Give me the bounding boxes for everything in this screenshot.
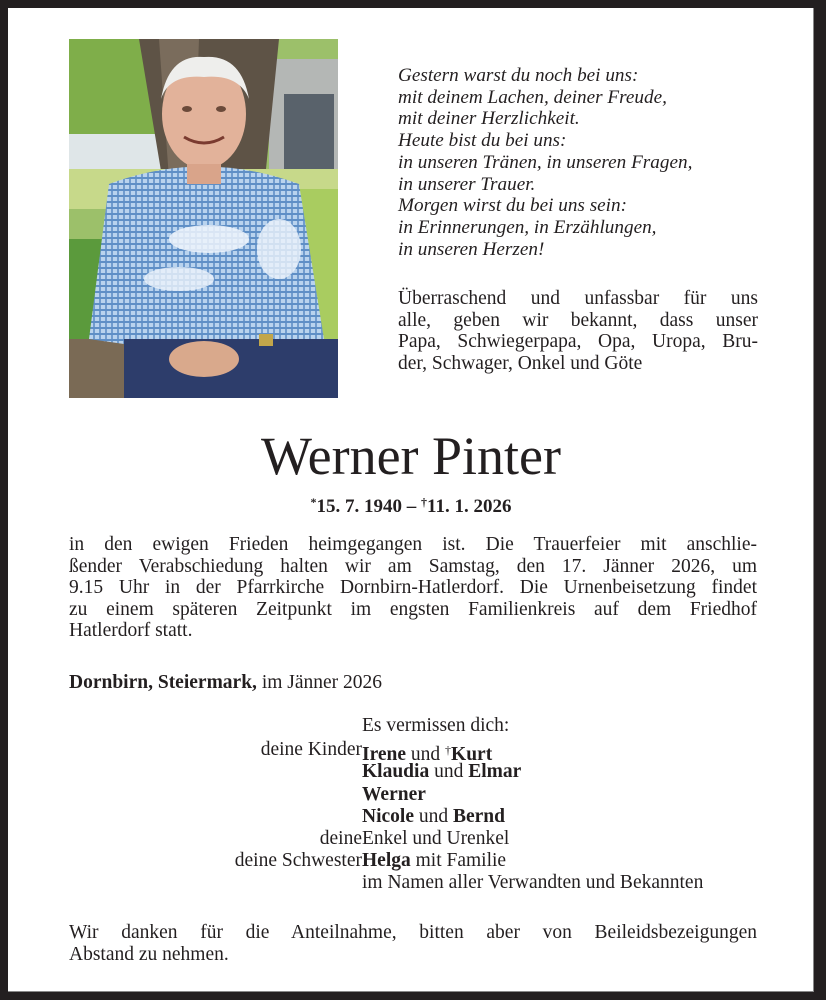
mourner-name: Helga [362, 850, 411, 872]
conjunction: und [429, 761, 469, 783]
mourner-name: Irene [362, 744, 407, 766]
poem-line: Gestern warst du noch bei uns: [398, 65, 639, 86]
conjunction: und [413, 805, 453, 827]
mourner-row [8, 739, 814, 766]
deceased-cross-icon: † [445, 743, 452, 758]
poem-line: in unseren Tränen, in unseren Fragen, [398, 151, 693, 173]
relation-label: deine Schwester [234, 850, 362, 872]
body-line: zu einem späteren Zeitpunkt im engsten Familienkreis auf dem Friedhof [69, 598, 757, 620]
mourner-name: Elmar [468, 761, 522, 783]
place-location: Dornbirn, Steiermark, [69, 672, 257, 693]
poem-line: in Erinnerungen, in Erzählungen, [398, 216, 657, 238]
intro-line: der, Schwager, Onkel und Göte [398, 352, 643, 374]
life-dates [8, 490, 814, 519]
conjunction: und [406, 744, 446, 766]
mourners-heading: Es vermissen dich: [362, 715, 510, 736]
body-line: 9.15 Uhr in der Pfarrkirche Dornbirn-Hatlerdorf. Die Urnenbeisetzung findet [69, 577, 757, 599]
portrait-image [69, 39, 338, 398]
death-date: 11. 1. 2026 [427, 496, 512, 517]
mourner-row [8, 761, 814, 783]
birth-date: 15. 7. 1940 [316, 496, 403, 517]
announcement-intro [398, 288, 758, 374]
poem-line: Morgen wirst du bei uns sein: [398, 195, 627, 217]
place-month: im Jänner 2026 [256, 672, 383, 693]
mourner-row [8, 828, 814, 850]
thanks-note [69, 922, 757, 966]
thanks-line: Wir danken für die Anteilnahme, bitten aber von Beileidsbezeigungen [69, 922, 757, 943]
mourners-heading-row [8, 715, 814, 737]
birth-star-icon: * [310, 495, 317, 509]
relation-label: deine [319, 827, 362, 849]
mourner-row [8, 872, 814, 894]
grandchildren-text: Enkel und Urenkel [362, 827, 510, 849]
body-line: in den ewigen Frieden heimgegangen ist. Die Trauerfeier mit anschlie- [69, 534, 757, 555]
mourner-row [8, 806, 814, 828]
poem-line: in unserer Trauer. [398, 173, 536, 195]
mourners-list [8, 715, 814, 895]
poem-line: in unseren Herzen! [398, 238, 545, 260]
mourner-name: Nicole [362, 805, 414, 827]
closing-line: im Namen aller Verwandten und Bekannten [362, 872, 704, 894]
date-separator: – [402, 496, 422, 517]
poem-line: mit deiner Herzlichkeit. [398, 108, 580, 130]
intro-line: alle, geben wir bekannt, dass unser [398, 309, 758, 331]
mourner-name: Kurt [451, 744, 493, 766]
poem [398, 65, 692, 260]
sister-family: mit Familie [410, 850, 507, 872]
poem-line: Heute bist du bei uns: [398, 130, 567, 152]
thanks-line: Abstand zu nehmen. [69, 944, 229, 965]
intro-line: Papa, Schwiegerpapa, Opa, Uropa, Bru- [398, 331, 758, 352]
death-cross-icon: † [421, 495, 428, 509]
intro-line: Überraschend und unfassbar für uns [398, 288, 758, 309]
relation-label: deine Kinder [260, 739, 362, 761]
mourner-name: Klaudia [362, 761, 430, 783]
mourner-row [8, 850, 814, 872]
deceased-name: Werner Pinter [260, 426, 562, 486]
mourner-row [8, 784, 814, 806]
mourner-name: Werner [362, 783, 426, 805]
poem-line: mit deinem Lachen, deiner Freude, [398, 86, 667, 108]
funeral-details [69, 534, 757, 642]
obituary-card [8, 8, 814, 992]
mourner-name: Bernd [452, 805, 505, 827]
body-line: ßender Verabschiedung halten wir am Samstag, den 17. Jänner 2026, um [69, 555, 757, 577]
body-line: Hatlerdorf statt. [69, 620, 193, 642]
place-date [69, 672, 382, 694]
portrait-photo [69, 39, 338, 398]
